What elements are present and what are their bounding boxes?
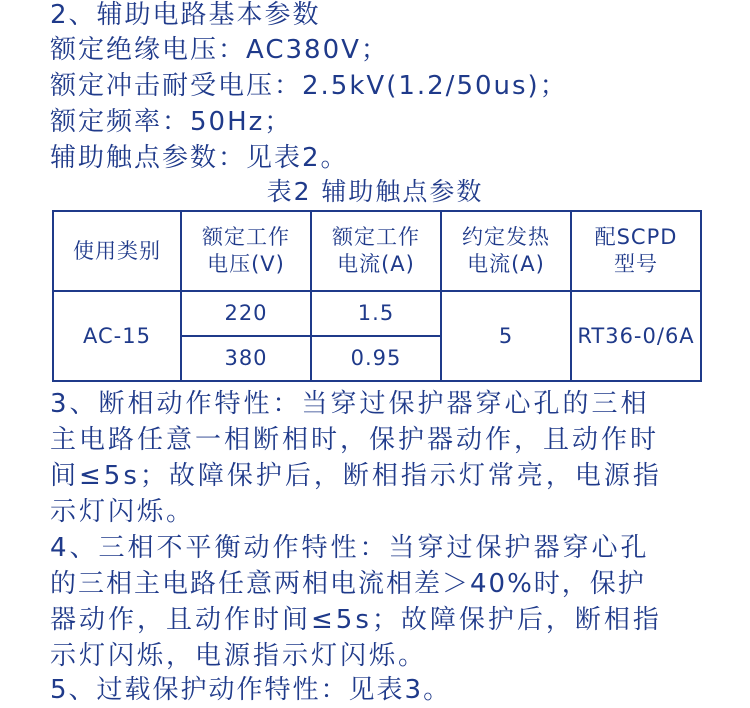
section-2-heading: 2、辅助电路基本参数 (50, 0, 321, 30)
table-header-row (53, 211, 701, 291)
header-scpd (571, 211, 701, 291)
rated-frequency: 额定频率：50Hz； (50, 107, 293, 137)
header-voltage-line-2: 电压(V) (207, 252, 285, 276)
header-thermal-line-1: 约定发热 (462, 225, 550, 249)
header-category: 使用类别 (53, 211, 181, 291)
section-4-line-2: 的三相主电路任意两相电流相差＞40%时，保护 (50, 569, 646, 599)
section-4-line-4: 示灯闪烁，电源指示灯闪烁。 (50, 641, 428, 671)
cell-current: 0.95 (311, 336, 441, 381)
rated-impulse-voltage: 额定冲击耐受电压：2.5kV(1.2/50us)； (50, 71, 568, 101)
aux-contact-table (52, 210, 702, 382)
cell-thermal-current: 5 (441, 291, 571, 381)
section-5-heading: 5、过载保护动作特性：见表3。 (50, 675, 452, 705)
cell-voltage: 380 (181, 336, 311, 381)
header-voltage-line-1: 额定工作 (202, 225, 290, 249)
cell-category: AC-15 (53, 291, 181, 381)
section-3-line-4: 示灯闪烁。 (50, 497, 196, 527)
header-current-line-1: 额定工作 (332, 225, 420, 249)
header-current (311, 211, 441, 291)
header-thermal-line-2: 电流(A) (467, 252, 545, 276)
section-3-line-2: 主电路任意一相断相时，保护器动作，且动作时 (50, 425, 660, 455)
header-voltage (181, 211, 311, 291)
aux-contact-params: 辅助触点参数：见表2。 (50, 143, 349, 173)
header-scpd-line-1: 配SCPD (594, 225, 678, 249)
header-scpd-line-2: 型号 (614, 252, 658, 276)
cell-voltage: 220 (181, 291, 311, 336)
section-4-line-1: 4、三相不平衡动作特性：当穿过保护器穿心孔 (50, 533, 650, 563)
rated-insulation-voltage: 额定绝缘电压：AC380V； (50, 35, 389, 65)
table-2-caption: 表2 辅助触点参数 (266, 177, 484, 206)
header-thermal (441, 211, 571, 291)
section-3-line-1: 3、断相动作特性：当穿过保护器穿心孔的三相 (50, 389, 650, 419)
cell-current: 1.5 (311, 291, 441, 336)
cell-scpd-model: RT36-0/6A (571, 291, 701, 381)
table-row (53, 291, 701, 336)
section-3-line-3: 间≤5s；故障保护后，断相指示灯常亮，电源指 (50, 461, 662, 491)
section-4-line-3: 器动作，且动作时间≤5s；故障保护后，断相指 (50, 605, 662, 635)
header-current-line-2: 电流(A) (337, 252, 415, 276)
